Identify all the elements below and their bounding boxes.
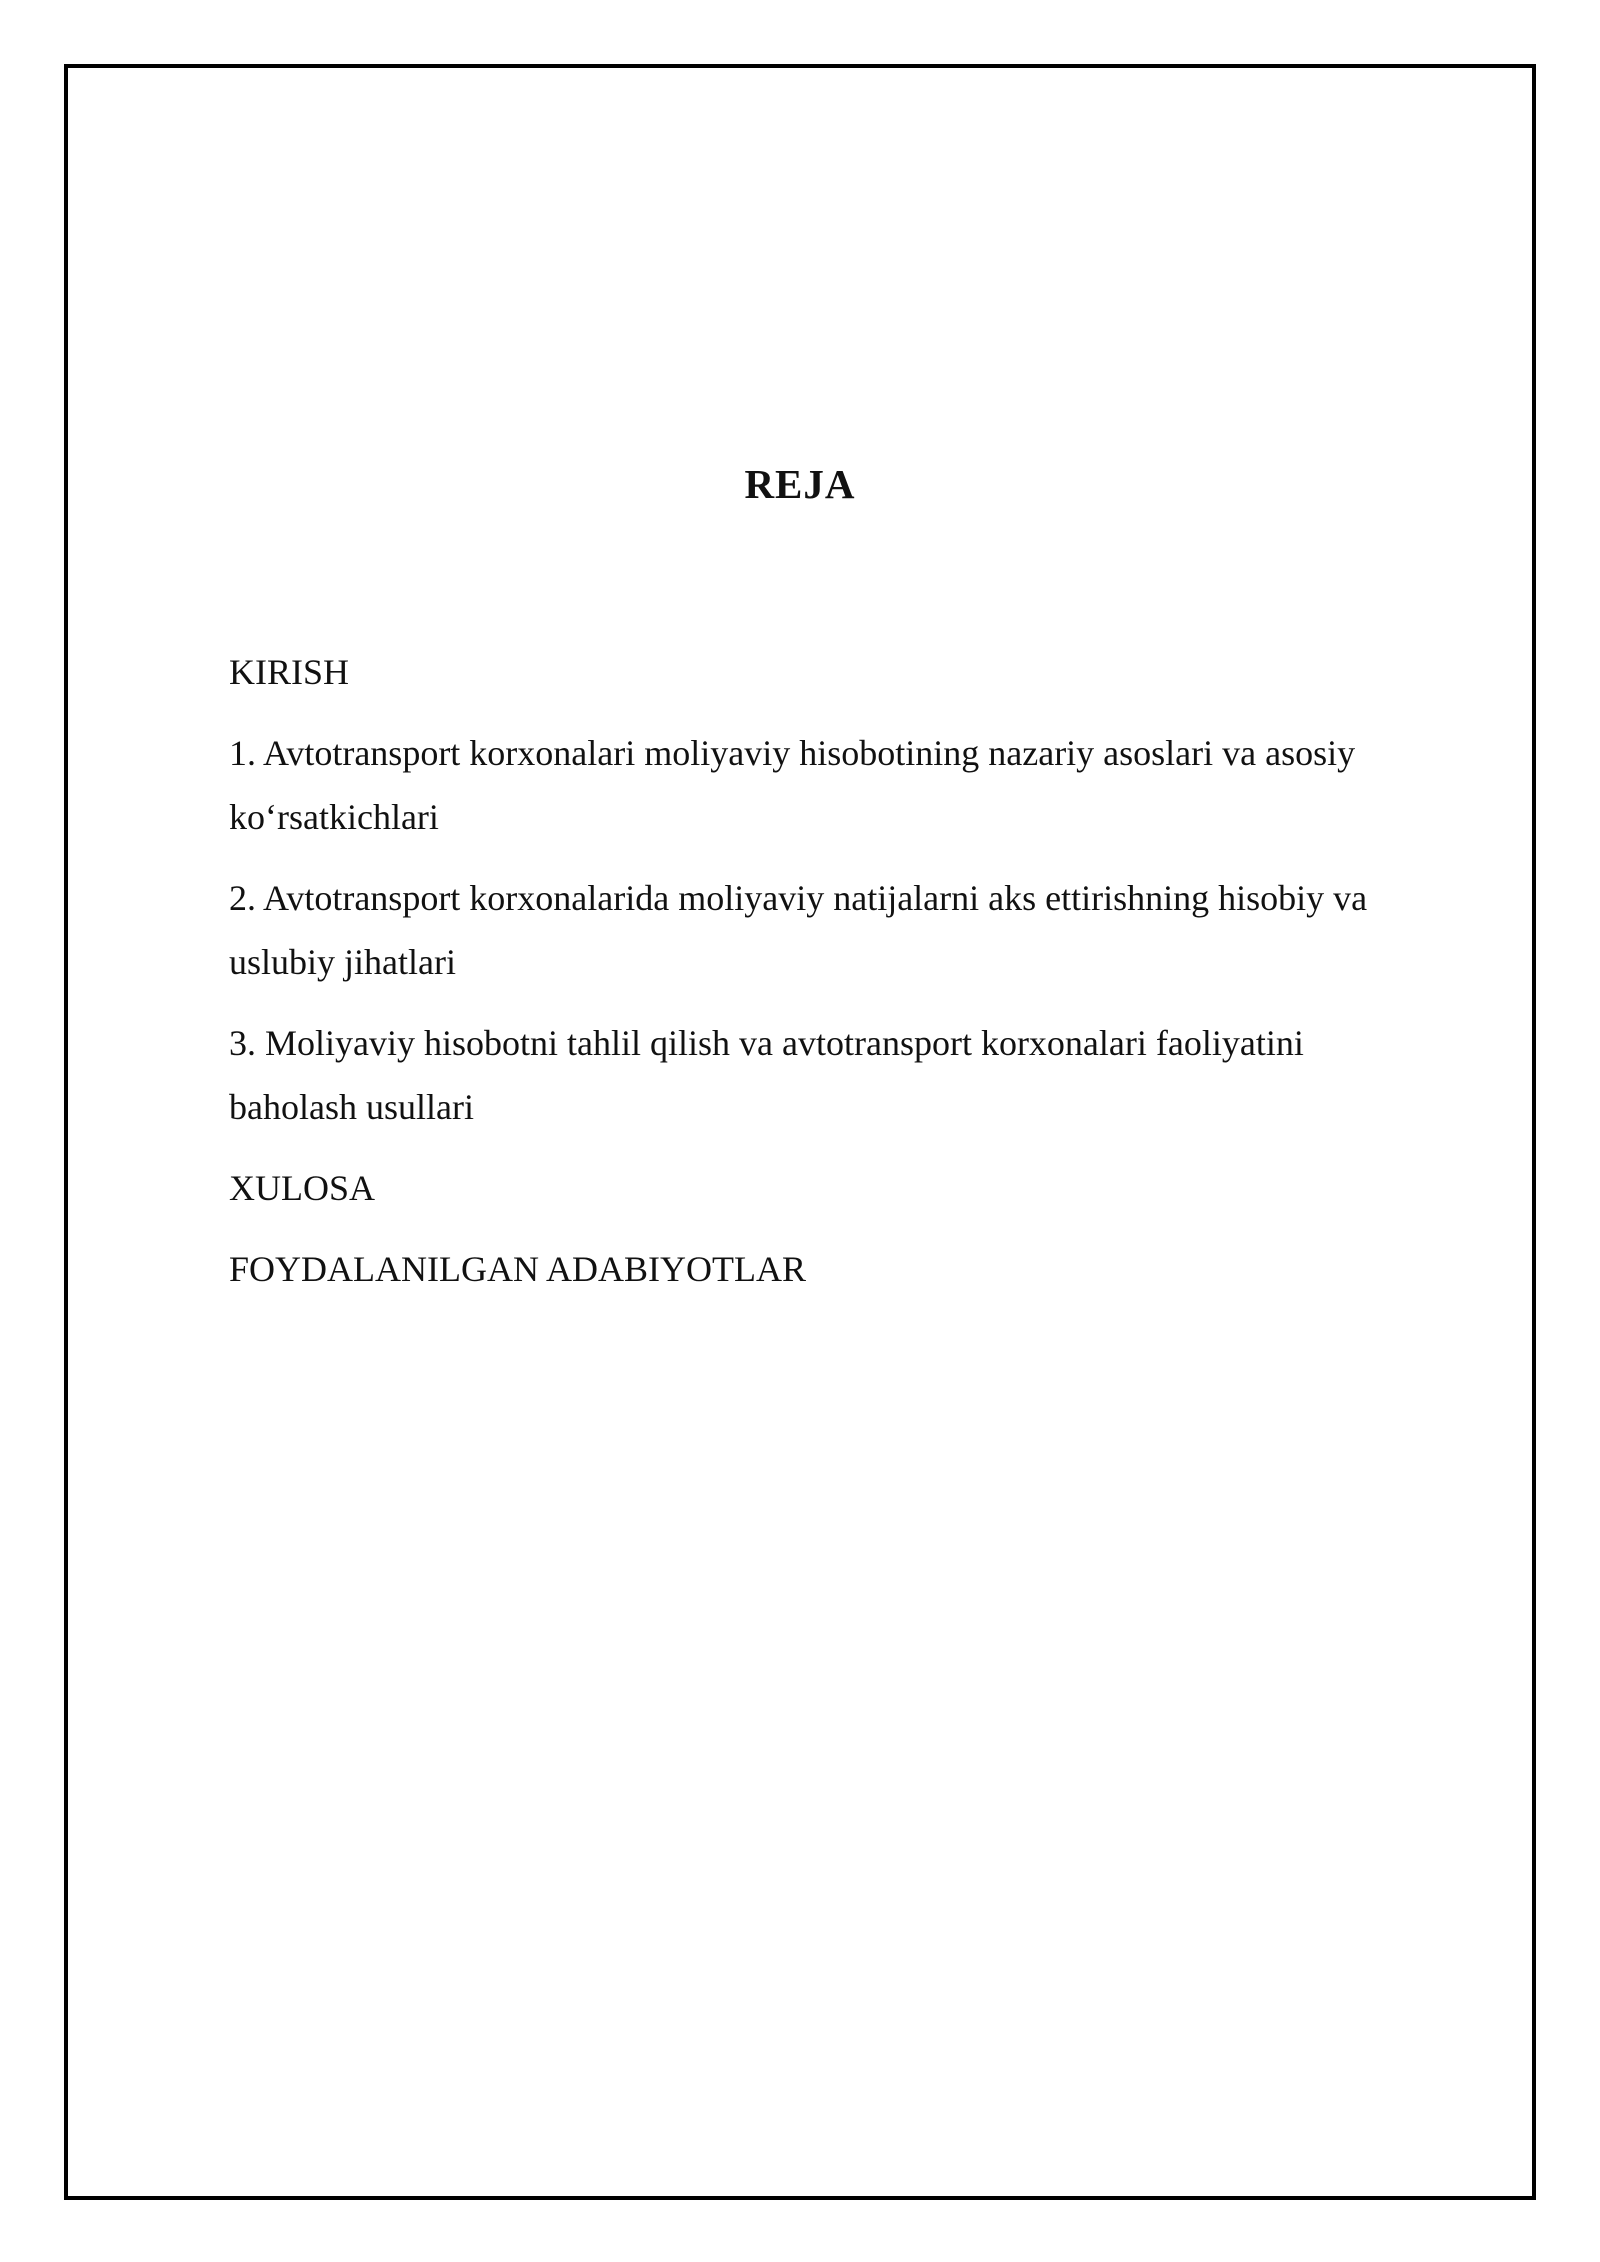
plan-item-section-3: 3. Moliyaviy hisobotni tahlil qilish va avtotransport korxonalari faoliyatini baholash usullari <box>229 1023 1304 1127</box>
plan-item-section-1: 1. Avtotransport korxonalari moliyaviy hisobotining nazariy asoslari va asosiy ko‘rsatkichlari <box>229 733 1356 837</box>
plan-item-section-2: 2. Avtotransport korxonalarida moliyaviy natijalarni aks ettirishning hisobiy va uslubiy jihatlari <box>229 878 1368 982</box>
plan-item-references: FOYDALANILGAN ADABIYOTLAR <box>229 1249 806 1289</box>
plan-list <box>229 640 1439 1318</box>
plan-item-introduction: KIRISH <box>229 652 350 692</box>
document-title: REJA <box>744 461 856 507</box>
plan-item-conclusion: XULOSA <box>229 1168 376 1208</box>
